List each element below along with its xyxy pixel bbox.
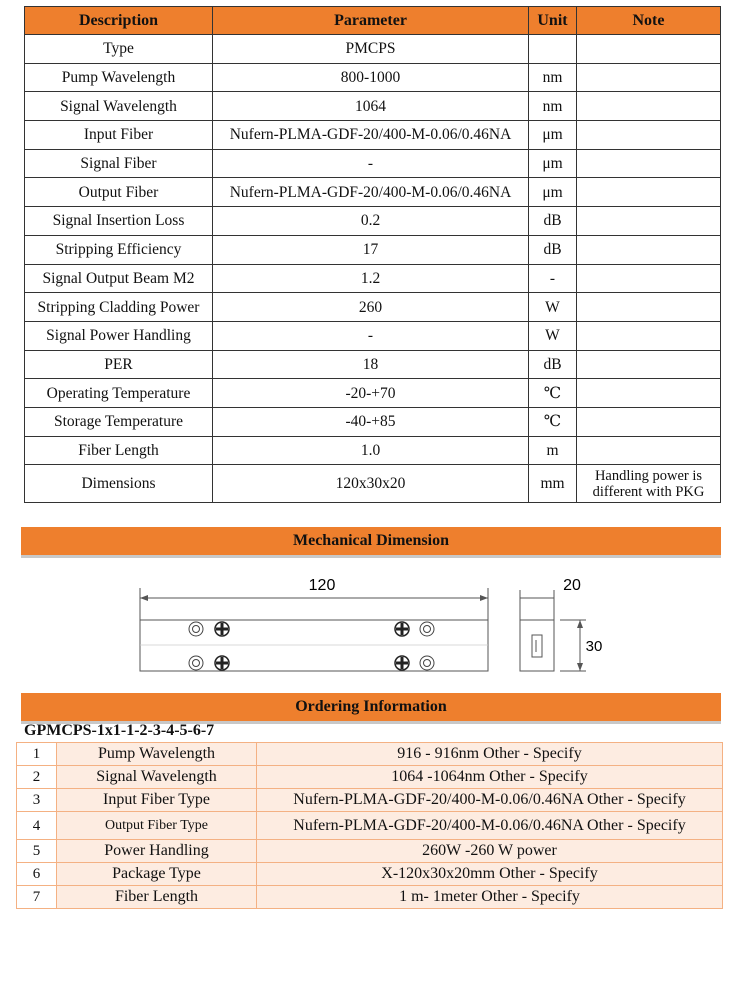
cell-note	[577, 92, 721, 121]
cell-note	[577, 235, 721, 264]
length-label: 120	[308, 577, 336, 594]
mount-hole-inner-icon	[193, 626, 200, 633]
order-cell-num: 1	[17, 743, 57, 766]
cell-parameter: -40-+85	[213, 407, 529, 436]
cell-parameter: 18	[213, 350, 529, 379]
cell-note	[577, 178, 721, 207]
order-cell-value: 1064 -1064nm Other - Specify	[257, 766, 723, 789]
cell-parameter: PMCPS	[213, 35, 529, 64]
cell-description: Signal Output Beam M2	[25, 264, 213, 293]
spec-header-row	[25, 7, 721, 35]
table-row	[25, 436, 721, 465]
cell-unit: μm	[529, 178, 577, 207]
cell-note	[577, 321, 721, 350]
cell-unit: nm	[529, 92, 577, 121]
table-row	[25, 207, 721, 236]
table-row	[25, 379, 721, 408]
mechanical-dimension-banner: Mechanical Dimension	[21, 527, 721, 558]
cell-description: Storage Temperature	[25, 407, 213, 436]
table-row	[25, 235, 721, 264]
width-label: 20	[563, 577, 581, 594]
order-cell-name: Output Fiber Type	[57, 812, 257, 840]
cell-note	[577, 350, 721, 379]
cell-parameter: 800-1000	[213, 63, 529, 92]
order-cell-name: Signal Wavelength	[57, 766, 257, 789]
cell-description: Signal Fiber	[25, 149, 213, 178]
cell-unit: ℃	[529, 379, 577, 408]
cell-description: Output Fiber	[25, 178, 213, 207]
cell-unit: dB	[529, 350, 577, 379]
cell-note	[577, 35, 721, 64]
cell-parameter: 1.2	[213, 264, 529, 293]
cell-unit: m	[529, 436, 577, 465]
cell-unit: μm	[529, 149, 577, 178]
table-row	[25, 264, 721, 293]
cell-note	[577, 149, 721, 178]
table-row	[25, 35, 721, 64]
cell-unit: mm	[529, 465, 577, 503]
mechanical-drawing	[130, 568, 620, 686]
order-row	[17, 812, 723, 840]
cell-description: Stripping Efficiency	[25, 235, 213, 264]
order-cell-num: 5	[17, 840, 57, 863]
cell-note	[577, 407, 721, 436]
arrow-left-icon	[140, 595, 148, 601]
order-cell-num: 6	[17, 863, 57, 886]
cell-description: Operating Temperature	[25, 379, 213, 408]
table-row	[25, 149, 721, 178]
cell-unit: -	[529, 264, 577, 293]
cell-parameter: -20-+70	[213, 379, 529, 408]
cell-note	[577, 436, 721, 465]
cell-note	[577, 293, 721, 322]
order-cell-name: Input Fiber Type	[57, 789, 257, 812]
ordering-information-banner: Ordering Information	[21, 693, 721, 724]
cell-description: Pump Wavelength	[25, 63, 213, 92]
cell-description: Signal Power Handling	[25, 321, 213, 350]
cell-description: Dimensions	[25, 465, 213, 503]
order-row	[17, 863, 723, 886]
order-row	[17, 789, 723, 812]
cell-note	[577, 207, 721, 236]
order-cell-name: Package Type	[57, 863, 257, 886]
order-row	[17, 743, 723, 766]
cell-parameter: 1064	[213, 92, 529, 121]
cell-note	[577, 379, 721, 408]
order-cell-num: 2	[17, 766, 57, 789]
cell-parameter: -	[213, 321, 529, 350]
cell-unit: nm	[529, 63, 577, 92]
order-cell-num: 7	[17, 886, 57, 909]
table-row	[25, 92, 721, 121]
header-note: Note	[577, 7, 721, 35]
order-cell-value: X-120x30x20mm Other - Specify	[257, 863, 723, 886]
header-description: Description	[25, 7, 213, 35]
mount-hole-inner-icon	[424, 626, 431, 633]
order-cell-value: 1 m- 1meter Other - Specify	[257, 886, 723, 909]
order-row	[17, 886, 723, 909]
cell-description: Type	[25, 35, 213, 64]
cell-note: Handling power is different with PKG	[577, 465, 721, 503]
specification-table	[24, 6, 721, 503]
arrow-up-icon	[577, 620, 583, 628]
cell-parameter: Nufern-PLMA-GDF-20/400-M-0.06/0.46NA	[213, 121, 529, 150]
table-row	[25, 465, 721, 503]
cell-parameter: 1.0	[213, 436, 529, 465]
cell-unit: ℃	[529, 407, 577, 436]
order-cell-value: Nufern-PLMA-GDF-20/400-M-0.06/0.46NA Other - Specify	[257, 812, 723, 840]
order-cell-num: 4	[17, 812, 57, 840]
mount-hole-inner-icon	[424, 660, 431, 667]
table-row	[25, 407, 721, 436]
cell-description: Input Fiber	[25, 121, 213, 150]
cell-description: Stripping Cladding Power	[25, 293, 213, 322]
table-row	[25, 121, 721, 150]
cell-description: Signal Wavelength	[25, 92, 213, 121]
order-row	[17, 840, 723, 863]
order-cell-name: Fiber Length	[57, 886, 257, 909]
table-row	[25, 350, 721, 379]
order-cell-value: 916 - 916nm Other - Specify	[257, 743, 723, 766]
cell-note	[577, 121, 721, 150]
cell-parameter: 120x30x20	[213, 465, 529, 503]
cell-unit: μm	[529, 121, 577, 150]
order-cell-value: 260W -260 W power	[257, 840, 723, 863]
header-parameter: Parameter	[213, 7, 529, 35]
arrow-right-icon	[480, 595, 488, 601]
cell-parameter: 0.2	[213, 207, 529, 236]
height-label: 30	[585, 638, 603, 655]
cell-unit: dB	[529, 207, 577, 236]
cell-unit: W	[529, 321, 577, 350]
order-cell-value: Nufern-PLMA-GDF-20/400-M-0.06/0.46NA Other - Specify	[257, 789, 723, 812]
cell-note	[577, 264, 721, 293]
order-cell-name: Power Handling	[57, 840, 257, 863]
cell-description: PER	[25, 350, 213, 379]
table-row	[25, 178, 721, 207]
cell-unit: W	[529, 293, 577, 322]
table-row	[25, 293, 721, 322]
cell-description: Signal Insertion Loss	[25, 207, 213, 236]
cell-unit: dB	[529, 235, 577, 264]
side-view-port	[532, 635, 542, 657]
cell-unit	[529, 35, 577, 64]
arrow-down-icon	[577, 663, 583, 671]
cell-parameter: 17	[213, 235, 529, 264]
table-row	[25, 321, 721, 350]
cell-description: Fiber Length	[25, 436, 213, 465]
cell-parameter: Nufern-PLMA-GDF-20/400-M-0.06/0.46NA	[213, 178, 529, 207]
mount-hole-inner-icon	[193, 660, 200, 667]
table-row	[25, 63, 721, 92]
order-row	[17, 766, 723, 789]
cell-parameter: -	[213, 149, 529, 178]
cell-parameter: 260	[213, 293, 529, 322]
part-code: GPMCPS-1x1-1-2-3-4-5-6-7	[24, 722, 215, 739]
cell-note	[577, 63, 721, 92]
order-cell-name: Pump Wavelength	[57, 743, 257, 766]
header-unit: Unit	[529, 7, 577, 35]
ordering-table	[16, 742, 723, 909]
order-cell-num: 3	[17, 789, 57, 812]
